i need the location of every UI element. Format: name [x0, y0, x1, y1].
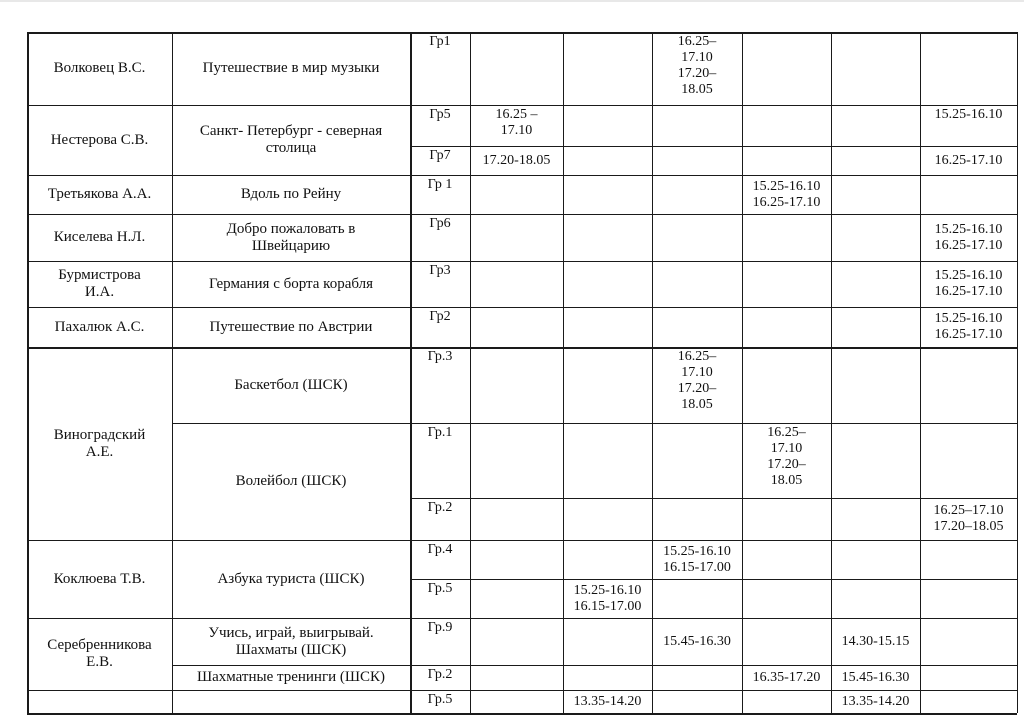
course-name: Волейбол (ШСК) — [235, 473, 347, 489]
course-name: Германия с борта корабля — [208, 275, 374, 292]
teacher-divider — [27, 713, 172, 715]
course-name: Санкт- Петербург - северная столица — [199, 123, 383, 156]
course-name: Баскетбол (ШСК) — [234, 376, 348, 393]
course-name: Путешествие в мир музыки — [202, 60, 380, 76]
group-label: Гр.5 — [427, 692, 453, 707]
column-divider — [831, 32, 832, 713]
time-slot-wed: 15.25-16.10 16.15-17.00 — [663, 543, 731, 575]
course-name: Путешествие по Австрии — [209, 318, 373, 335]
course-name: Шахматные тренинги (ШСК) — [196, 669, 386, 685]
time-slot-sat: 15.25-16.10 16.25-17.10 — [934, 268, 1003, 299]
group-label: Гр7 — [429, 148, 451, 163]
group-label: Гр.2 — [427, 667, 453, 682]
time-slot-tue: 13.35-14.20 — [573, 693, 642, 709]
row-divider — [410, 665, 1017, 666]
group-label: Гр.5 — [427, 581, 453, 596]
time-slot-mon: 16.25 – 17.10 — [495, 107, 538, 138]
course-name: Добро пожаловать в Швейцарию — [226, 220, 356, 254]
time-slot-sat: 15.25-16.10 16.25-17.10 — [934, 311, 1003, 342]
time-slot-thu: 16.35-17.20 — [752, 669, 821, 685]
course-name: Учись, играй, выигрывай. Шахматы (ШСК) — [208, 624, 374, 658]
group-label: Гр6 — [429, 216, 451, 231]
time-slot-fri: 15.45-16.30 — [841, 669, 910, 685]
time-slot-fri: 14.30-15.15 — [841, 633, 910, 649]
group-label: Гр 1 — [427, 177, 453, 192]
group-label: Гр.3 — [427, 349, 453, 364]
teacher-name — [27, 690, 172, 713]
time-slot-thu: 16.25– 17.10 17.20– 18.05 — [767, 425, 806, 488]
time-slot-mon: 17.20-18.05 — [482, 152, 551, 168]
row-divider — [410, 175, 1017, 176]
group-label: Гр3 — [429, 263, 451, 278]
teacher-name: Нестерова С.В. — [50, 131, 149, 148]
teacher-name: Виноградский А.Е. — [53, 426, 146, 460]
group-label: Гр2 — [429, 309, 451, 324]
teacher-name: Серебренникова Е.В. — [47, 637, 152, 670]
row-divider — [410, 690, 1017, 691]
course-name: Вдоль по Рейну — [240, 186, 342, 202]
group-label: Гр1 — [429, 34, 451, 49]
row-divider — [410, 579, 1017, 580]
group-label: Гр.4 — [427, 542, 453, 557]
group-label: Гр5 — [429, 107, 451, 122]
teacher-name: Пахалюк А.С. — [54, 318, 145, 335]
time-slot-sat: 16.25-17.10 — [934, 152, 1003, 168]
teacher-name: Бурмистрова И.А. — [58, 267, 141, 300]
column-divider — [1017, 32, 1018, 713]
teacher-name: Киселева Н.Л. — [53, 229, 146, 245]
row-divider — [410, 713, 1017, 715]
group-label: Гр.1 — [427, 425, 453, 440]
group-label: Гр.2 — [427, 500, 453, 515]
time-slot-sat: 15.25-16.10 16.25-17.10 — [934, 221, 1003, 253]
time-slot-wed: 16.25– 17.10 17.20– 18.05 — [677, 34, 717, 97]
teacher-name: Третьякова А.А. — [47, 186, 152, 202]
time-slot-sat: 16.25–17.10 17.20–18.05 — [933, 503, 1004, 534]
time-slot-wed: 15.45-16.30 — [663, 633, 731, 649]
course-name — [172, 690, 410, 713]
time-slot-wed: 16.25– 17.10 17.20– 18.05 — [677, 349, 717, 412]
course-divider — [172, 713, 410, 715]
teacher-name: Волковец В.С. — [53, 60, 146, 76]
column-divider — [742, 32, 743, 713]
time-slot-fri: 13.35-14.20 — [841, 693, 910, 709]
scan-edge — [0, 0, 1024, 2]
group-label: Гр.9 — [427, 620, 453, 635]
course-name: Азбука туриста (ШСК) — [217, 570, 365, 587]
time-slot-sat: 15.25-16.10 — [934, 107, 1003, 122]
row-divider — [410, 423, 1017, 424]
time-slot-tue: 15.25-16.10 16.15-17.00 — [573, 582, 642, 614]
teacher-name: Коклюева Т.В. — [53, 570, 146, 587]
time-slot-thu: 15.25-16.10 16.25-17.10 — [752, 178, 821, 210]
